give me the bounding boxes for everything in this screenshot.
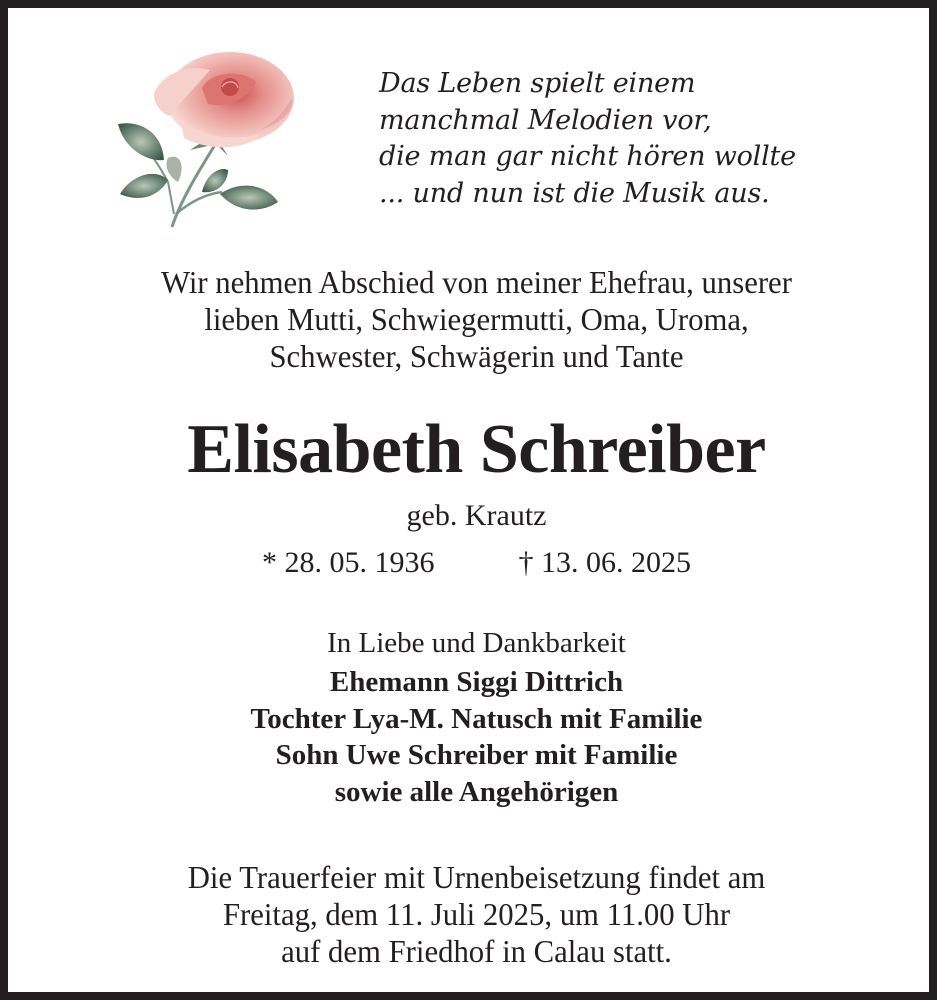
mourner: sowie alle Angehörigen — [334, 775, 619, 808]
death-date: † 13. 06. 2025 — [518, 546, 691, 579]
poem-line: die man gar nicht hören wollte — [379, 141, 796, 172]
funeral-line: Freitag, dem 11. Juli 2025, um 11.00 Uhr — [222, 896, 731, 932]
mourner: Sohn Uwe Schreiber mit Familie — [275, 739, 678, 771]
closing-phrase: In Liebe und Dankbarkeit — [327, 627, 626, 659]
intro-line: Schwester, Schwägerin und Tante — [269, 338, 684, 374]
deceased-name: Elisabeth Schreiber — [187, 411, 766, 488]
maiden-name: geb. Krautz — [406, 499, 547, 532]
mourner: Tochter Lya-M. Natusch mit Familie — [250, 702, 703, 735]
intro-text — [34, 264, 918, 375]
mourner: Ehemann Siggi Dittrich — [329, 666, 624, 698]
funeral-details — [34, 859, 918, 970]
birth-date: * 28. 05. 1936 — [262, 546, 435, 579]
life-dates — [16, 544, 937, 582]
poem-line: manchmal Melodien vor, — [379, 104, 712, 136]
rose-icon — [110, 42, 296, 232]
funeral-line: auf dem Friedhof in Calau statt. — [281, 933, 672, 969]
intro-line: lieben Mutti, Schwiegermutti, Oma, Uroma, — [204, 301, 749, 337]
intro-line: Wir nehmen Abschied von meiner Ehefrau, unserer — [161, 264, 792, 300]
poem-line: Das Leben spielt einem — [379, 68, 696, 99]
mourners-list — [16, 664, 937, 810]
funeral-line: Die Trauerfeier mit Urnenbeisetzung findet am — [187, 859, 766, 895]
poem-line: ... und nun ist die Musik aus. — [379, 177, 770, 209]
poem — [379, 66, 796, 212]
